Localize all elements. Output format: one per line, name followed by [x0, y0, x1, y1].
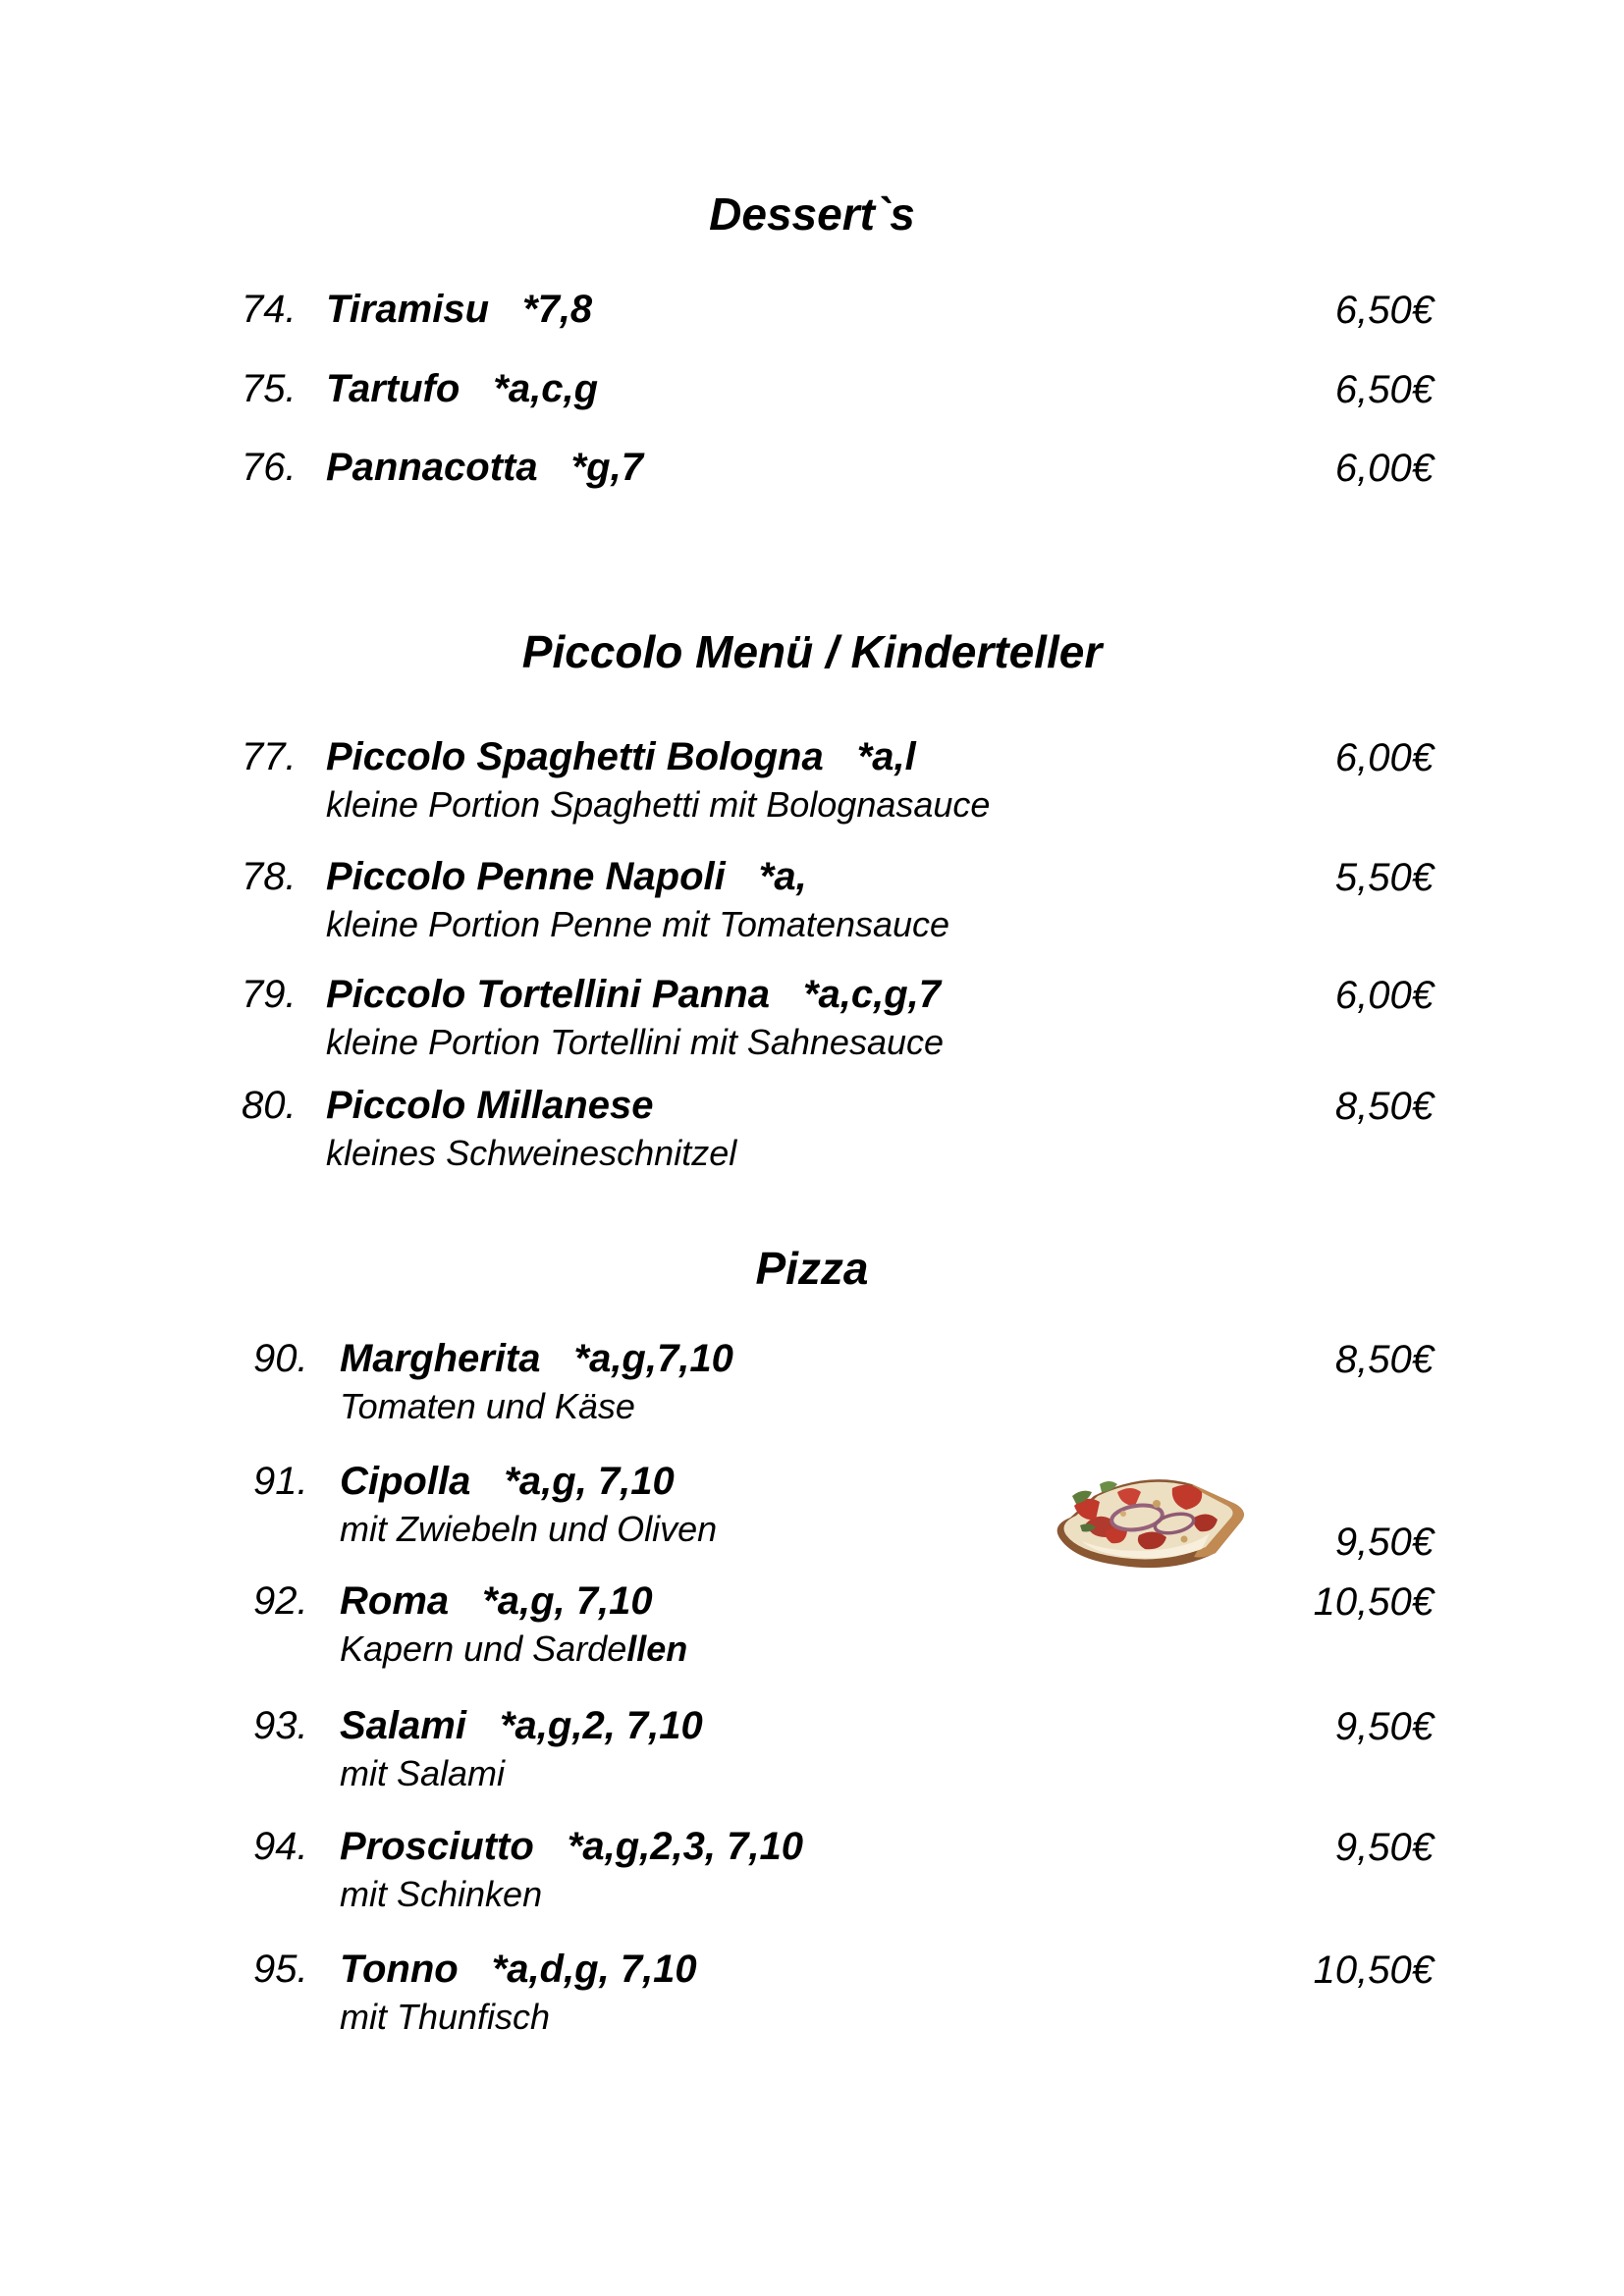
menu-item-92: [0, 1579, 1624, 1670]
item-name: Tartufo: [326, 367, 460, 410]
item-description: mit Thunfisch: [340, 1997, 551, 2037]
item-name: Pannacotta: [326, 446, 538, 489]
item-number: 93.: [253, 1704, 308, 1747]
item-price: 6,00€: [1334, 736, 1434, 779]
section-title-piccolo: Piccolo Menü / Kinderteller: [521, 626, 1103, 677]
pizza-photo: [1047, 1463, 1255, 1578]
item-description: mit Zwiebeln und Oliven: [340, 1509, 718, 1549]
item-price: 6,00€: [1334, 974, 1434, 1017]
item-number: 75.: [242, 367, 297, 410]
item-allergens: *a,l: [856, 735, 916, 778]
item-description: kleine Portion Tortellini mit Sahnesauce: [326, 1022, 945, 1062]
item-price: 8,50€: [1334, 1338, 1434, 1381]
menu-item-91: [0, 1460, 1624, 1564]
menu-item-76: [0, 446, 1624, 489]
section-title-pizza: Pizza: [755, 1243, 869, 1294]
menu-item-95: [0, 1948, 1624, 2038]
item-price: 6,50€: [1334, 368, 1434, 411]
menu-item-77: [0, 735, 1624, 826]
item-allergens: *a,c,g: [493, 367, 598, 410]
item-description: mit Schinken: [340, 1874, 543, 1914]
item-price: 10,50€: [1313, 1949, 1434, 1992]
item-price: 6,00€: [1334, 447, 1434, 490]
item-description: kleine Portion Spaghetti mit Bolognasauce: [326, 784, 991, 825]
item-name: Piccolo Tortellini Panna: [326, 973, 770, 1016]
item-allergens: *a,g,2, 7,10: [499, 1704, 703, 1747]
item-price: 9,50€: [1334, 1705, 1434, 1748]
item-name: Salami: [340, 1704, 466, 1747]
item-price: 9,50€: [1334, 1521, 1434, 1564]
item-price: 9,50€: [1334, 1826, 1434, 1869]
item-allergens: *a,c,g,7: [802, 973, 942, 1016]
item-description: kleines Schweineschnitzel: [326, 1133, 737, 1173]
menu-item-78: [0, 855, 1624, 945]
item-name: Piccolo Spaghetti Bologna: [326, 735, 824, 778]
item-description: mit Salami: [340, 1753, 506, 1793]
item-allergens: *7,8: [522, 288, 593, 331]
item-description-bold: llen: [626, 1629, 688, 1669]
item-allergens: *g,7: [570, 446, 643, 489]
item-price: 8,50€: [1334, 1085, 1434, 1128]
item-number: 95.: [253, 1948, 308, 1991]
item-name: Piccolo Millanese: [326, 1084, 654, 1127]
menu-item-74: [0, 288, 1624, 331]
item-description: kleine Portion Penne mit Tomatensauce: [326, 904, 950, 944]
item-price: 5,50€: [1334, 856, 1434, 899]
item-number: 76.: [242, 446, 297, 489]
item-number: 91.: [253, 1460, 308, 1503]
item-number: 90.: [253, 1337, 308, 1380]
item-allergens: *a,g, 7,10: [482, 1579, 653, 1623]
menu-item-80: [0, 1084, 1624, 1174]
item-number: 92.: [253, 1579, 308, 1623]
item-name: Piccolo Penne Napoli: [326, 855, 726, 898]
menu-item-90: [0, 1337, 1624, 1427]
item-number: 80.: [242, 1084, 297, 1127]
item-allergens: *a,g,7,10: [573, 1337, 733, 1380]
menu-item-93: [0, 1704, 1624, 1794]
section-title-desserts: Dessert`s: [709, 188, 915, 240]
item-price: 10,50€: [1313, 1580, 1434, 1624]
item-name: Margherita: [340, 1337, 541, 1380]
item-name: Cipolla: [340, 1460, 471, 1503]
menu-item-79: [0, 973, 1624, 1063]
item-allergens: *a,d,g, 7,10: [491, 1948, 697, 1991]
item-description: Kapern und Sardellen: [340, 1629, 688, 1669]
item-number: 79.: [242, 973, 297, 1016]
item-description: Tomaten und Käse: [340, 1386, 635, 1426]
item-name: Tonno: [340, 1948, 459, 1991]
item-name: Prosciutto: [340, 1825, 534, 1868]
item-price: 6,50€: [1334, 289, 1434, 332]
item-number: 74.: [242, 288, 297, 331]
item-name: Tiramisu: [326, 288, 489, 331]
item-number: 94.: [253, 1825, 308, 1868]
item-name: Roma: [340, 1579, 450, 1623]
item-allergens: *a,g, 7,10: [504, 1460, 675, 1503]
item-number: 77.: [242, 735, 297, 778]
menu-item-94: [0, 1825, 1624, 1915]
item-number: 78.: [242, 855, 297, 898]
item-allergens: *a,: [758, 855, 807, 898]
menu-item-75: [0, 367, 1624, 410]
item-allergens: *a,g,2,3, 7,10: [567, 1825, 803, 1868]
